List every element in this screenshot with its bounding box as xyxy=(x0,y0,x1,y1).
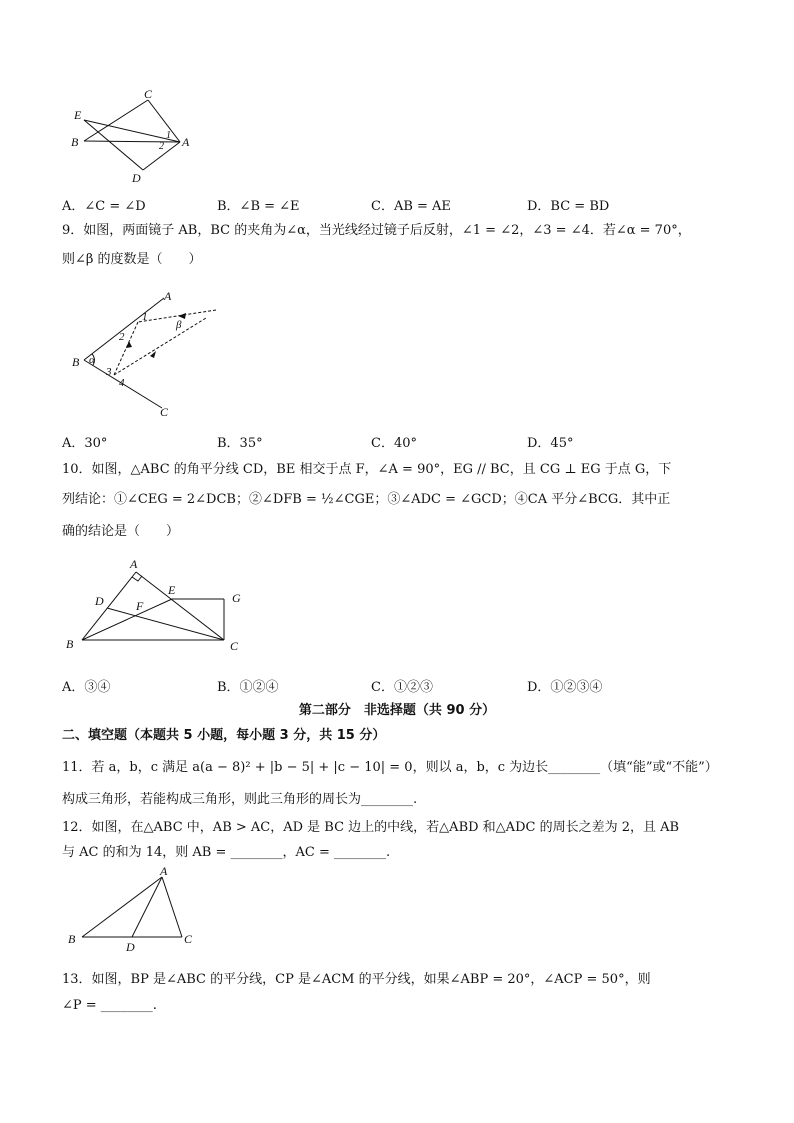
q10-text-line1: 10．如图，△ABC 的角平分线 CD，BE 相交于点 F，∠A = 90°，EG // BC，且 CG ⊥ EG 于点 G，下 xyxy=(62,462,672,477)
q8-label-2: 2 xyxy=(159,141,164,152)
q12-label-c: C xyxy=(184,932,193,946)
q8-label-b: B xyxy=(71,135,79,149)
q8-option-b: B．∠B = ∠E xyxy=(217,199,300,214)
q12-text-line1: 12．如图，在△ABC 中，AB > AC，AD 是 BC 边上的中线，若△ABD 和△ADC 的周长之差为 2，且 AB xyxy=(62,820,680,835)
q10-label-c: C xyxy=(230,639,239,653)
section-title-fill-in: 二、填空题（本题共 5 小题，每小题 3 分，共 15 分） xyxy=(62,728,386,743)
q12-label-a: A xyxy=(160,865,168,878)
q8-option-d: D．BC = BD xyxy=(527,199,610,214)
q10-label-g: G xyxy=(232,591,241,605)
q9-label-b: B xyxy=(72,355,80,369)
q8-label-d: D xyxy=(132,171,141,185)
q8-option-c: C．AB = AE xyxy=(371,199,451,214)
q9-label-beta: β xyxy=(176,319,182,331)
q12-label-d: D xyxy=(126,940,135,954)
q9-text-line1: 9．如图，两面镜子 AB，BC 的夹角为∠α，当光线经过镜子后反射，∠1 = ∠2，∠3 = ∠4．若∠α = 70°， xyxy=(62,223,691,238)
q8-option-a: A．∠C = ∠D xyxy=(62,199,146,214)
q9-option-d: D．45° xyxy=(527,436,574,451)
q10-label-f: F xyxy=(136,599,144,613)
q9-label-2: 2 xyxy=(119,331,125,343)
q10-option-b: B．①②④ xyxy=(217,680,279,695)
q9-figure xyxy=(66,288,226,420)
q8-label-a: A xyxy=(182,135,190,149)
q9-option-c: C．40° xyxy=(371,436,417,451)
q13-text-line2: ∠P = ________. xyxy=(62,998,157,1013)
q10-option-c: C．①②③ xyxy=(371,680,433,695)
q9-text-line2: 则∠β 的度数是（ ） xyxy=(62,252,202,267)
q9-option-b: B．35° xyxy=(217,436,263,451)
q13-text-line1: 13．如图，BP 是∠ABC 的平分线，CP 是∠ACM 的平分线，如果∠ABP = 20°，∠ACP = 50°，则 xyxy=(62,972,651,987)
q10-text-line2: 列结论：①∠CEG = 2∠DCB；②∠DFB = ½∠CGE；③∠ADC = ∠GCD；④CA 平分∠BCG．其中正 xyxy=(62,492,671,507)
q10-label-a: A xyxy=(130,557,138,571)
q9-label-alpha: α xyxy=(89,354,95,366)
q10-text-line3: 确的结论是（ ） xyxy=(62,524,180,539)
q9-option-a: A．30° xyxy=(62,436,108,451)
part2-title: 第二部分 非选择题（共 90 分） xyxy=(298,703,496,718)
q10-label-b: B xyxy=(66,637,74,651)
q12-text-line2: 与 AC 的和为 14，则 AB = ________，AC = ________. xyxy=(62,845,391,860)
q10-figure xyxy=(62,554,262,658)
q9-label-c: C xyxy=(160,405,169,419)
q12-label-b: B xyxy=(68,932,76,946)
q10-option-a: A．③④ xyxy=(62,680,111,695)
q8-label-c: C xyxy=(144,88,153,101)
q9-label-3: 3 xyxy=(106,366,112,378)
q8-label-e: E xyxy=(74,108,82,122)
q9-label-a: A xyxy=(164,289,172,303)
q10-label-e: E xyxy=(168,583,176,597)
q11-text-line1: 11．若 a，b，c 满足 a(a − 8)² + |b − 5| + |c − 10| = 0，则以 a，b，c 为边长________（填“能”或“不能”） xyxy=(62,760,718,775)
q8-figure xyxy=(66,88,196,188)
q10-option-d: D．①②③④ xyxy=(527,680,603,695)
q9-label-4: 4 xyxy=(119,377,125,389)
q8-label-1: 1 xyxy=(166,130,171,141)
q11-text-line2: 构成三角形，若能构成三角形，则此三角形的周长为________. xyxy=(62,792,418,807)
q12-figure xyxy=(62,865,212,955)
q9-label-1: 1 xyxy=(142,311,148,323)
q10-label-d: D xyxy=(95,594,104,608)
